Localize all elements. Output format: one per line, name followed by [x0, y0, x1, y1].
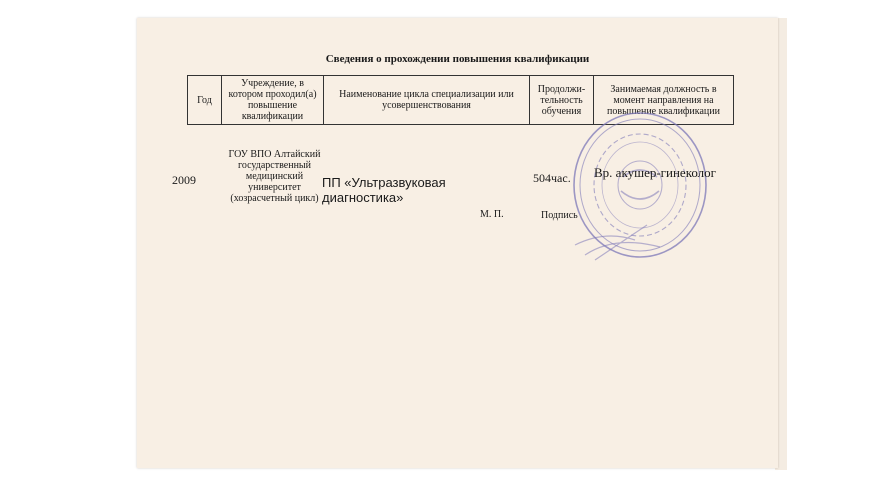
round-stamp-icon	[565, 105, 715, 265]
row-institution: ГОУ ВПО Алтайский государственный медицинский университет (хозрасчетный цикл)	[228, 149, 321, 204]
row-year: 2009	[172, 173, 196, 187]
document-title: Сведения о прохождении повышения квалификации	[325, 53, 590, 65]
row-duration: 504час.	[533, 171, 571, 185]
document-sheet	[137, 18, 778, 468]
row-position: Вр. акушер-гинеколог	[594, 165, 717, 180]
header-position: Занимаемая должность в момент направления на повышение квалификации	[594, 76, 734, 125]
header-year: Год	[188, 76, 222, 125]
header-institution: Учреждение, в котором проходил(а) повышение квалификации	[222, 76, 324, 125]
signature-label: Подпись	[541, 210, 578, 221]
row-course: ПП «Ультразвуковая диагностика»	[322, 175, 446, 205]
stamp-place-label: М. П.	[480, 209, 504, 220]
header-course: Наименование цикла специализации или усовершенствования	[324, 76, 530, 125]
header-duration: Продолжи-тельность обучения	[530, 76, 594, 125]
